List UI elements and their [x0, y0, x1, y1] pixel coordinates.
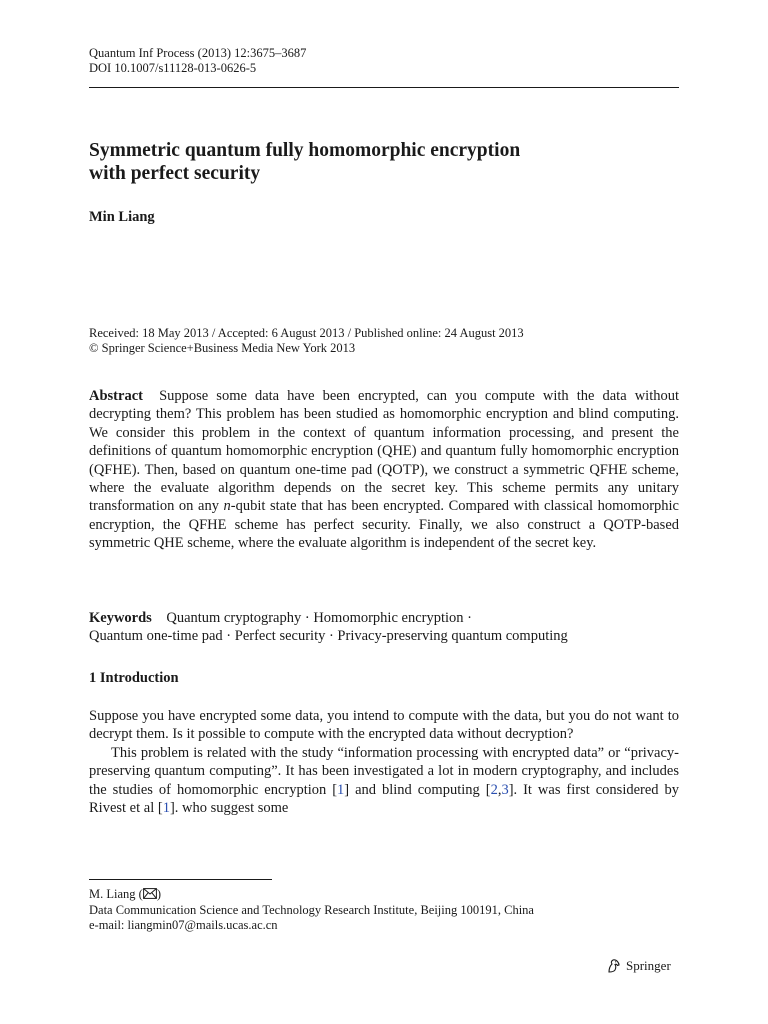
copyright-notice: © Springer Science+Business Media New York 2013 — [89, 341, 356, 355]
introduction-body — [89, 707, 679, 817]
keywords-line-1: Quantum cryptography · Homomorphic encryption · — [166, 610, 472, 626]
footnote-email: e-mail: liangmin07@mails.ucas.ac.cn — [89, 918, 278, 932]
running-header — [89, 46, 679, 76]
abstract-label: Abstract — [89, 388, 143, 404]
header-rule — [89, 87, 679, 88]
journal-citation: Quantum Inf Process (2013) 12:3675–3687 — [89, 46, 307, 60]
footnote-rule — [89, 879, 272, 880]
section-heading: 1 Introduction — [89, 670, 179, 686]
intro-text-b: ] and blind computing [ — [344, 781, 491, 798]
paper-title — [89, 139, 679, 185]
publication-history: Received: 18 May 2013 / Accepted: 6 August 2013 / Published online: 24 August 2013 — [89, 326, 524, 340]
keywords-label: Keywords — [89, 610, 152, 626]
footnote-author-name: M. Liang ( — [89, 887, 143, 901]
abstract-italic-n: n — [223, 498, 231, 515]
keywords-line-2: Quantum one-time pad · Perfect security · Privacy-preserving quantum computing — [89, 628, 568, 645]
citation-link-2[interactable]: 2 — [490, 781, 498, 798]
intro-paragraph-1: Suppose you have encrypted some data, you intend to compute with the data, but you do not want to decrypt them. Is it possible to compute with the encrypted data without decryption? — [89, 708, 679, 743]
publisher-logo — [606, 958, 671, 974]
citation-link-4[interactable]: 1 — [162, 800, 170, 817]
title-line-2: with perfect security — [89, 163, 261, 184]
citation-separator: , — [497, 781, 502, 798]
keywords — [89, 609, 679, 646]
abstract-text-2: -qubit state that has been encrypted. Compared with classical homomorphic encryption, the QFHE scheme has perfect security. Finally, we also construct a QOTP-based symmetric QHE scheme, where the evaluate algorithm is independent of the secret key. — [89, 498, 679, 552]
title-line-1: Symmetric quantum fully homomorphic encryption — [89, 140, 521, 161]
footnote-author-close: ) — [156, 887, 161, 901]
intro-text-a: This problem is related with the study “information processing with encrypted data” or “privacy-preserving quantum computing”. It has been investigated a lot in modern cryptography, and includes the studies of homomorphic encryption [ — [89, 744, 679, 798]
abstract — [89, 387, 679, 553]
publication-dates — [89, 326, 679, 356]
envelope-icon — [143, 888, 157, 903]
abstract-text-1: Suppose some data have been encrypted, can you compute with the data without decrypting them? This problem has been studied as homomorphic encryption and blind computing. We consider this problem in the context of quantum information processing, and present the definitions of quantum homomorphic encryption (QHE) and quantum fully homomorphic encryption (QFHE). Then, based on quantum one-time pad (QOTP), we construct a symmetric QFHE scheme, where the evaluate algorithm depends on the secret key. This scheme permits any unitary transformation on any — [89, 388, 680, 515]
citation-link-3[interactable]: 3 — [501, 781, 509, 798]
footnote-author — [89, 887, 679, 903]
footnote-affiliation: Data Communication Science and Technology Research Institute, Beijing 100191, China — [89, 903, 534, 917]
springer-horse-icon — [606, 958, 622, 974]
citation-link-1[interactable]: 1 — [337, 781, 345, 798]
intro-text-d: ]. who suggest some — [169, 800, 289, 817]
intro-paragraph-2 — [89, 744, 679, 818]
publisher-name: Springer — [626, 958, 671, 973]
intro-text-c: ]. It was first considered by Rivest et al [ — [89, 781, 680, 817]
author-footnote — [89, 887, 679, 933]
author-name: Min Liang — [89, 209, 155, 225]
doi: DOI 10.1007/s11128-013-0626-5 — [89, 61, 257, 75]
